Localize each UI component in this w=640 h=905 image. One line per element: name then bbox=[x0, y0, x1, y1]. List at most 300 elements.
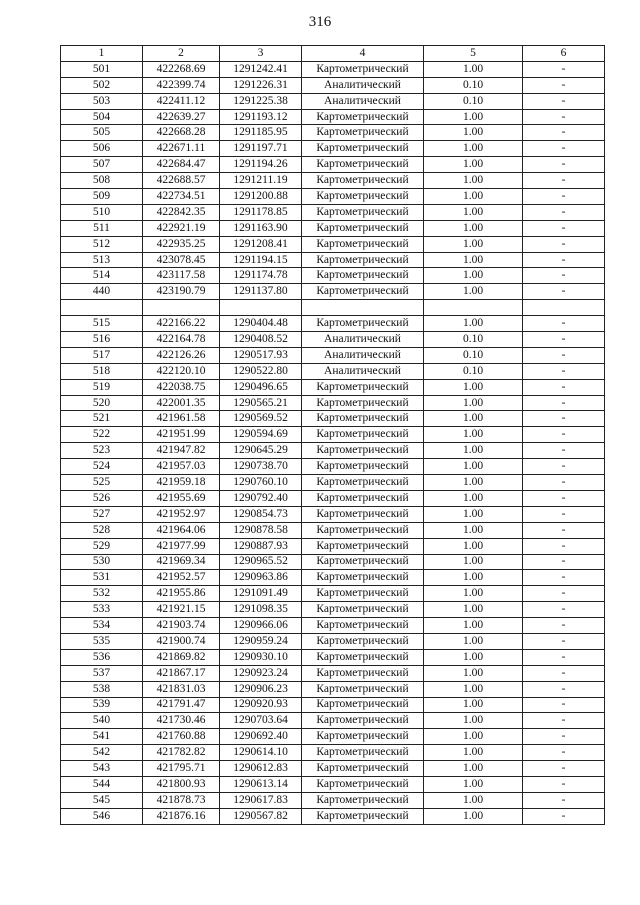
y-coordinate-cell: 1290792.40 bbox=[220, 490, 302, 506]
y-coordinate-cell: 1291200.88 bbox=[220, 189, 302, 205]
method-cell: Аналитический bbox=[302, 332, 424, 348]
note-cell: - bbox=[523, 602, 605, 618]
method-cell: Картометрический bbox=[302, 776, 424, 792]
table-row bbox=[61, 538, 605, 554]
y-coordinate-cell: 1291163.90 bbox=[220, 220, 302, 236]
table-row bbox=[61, 93, 605, 109]
x-coordinate-cell: 421831.03 bbox=[143, 681, 220, 697]
y-coordinate-cell: 1290692.40 bbox=[220, 729, 302, 745]
accuracy-cell: 1.00 bbox=[424, 745, 523, 761]
y-coordinate-cell: 1291193.12 bbox=[220, 109, 302, 125]
note-cell: - bbox=[523, 204, 605, 220]
accuracy-cell: 0.10 bbox=[424, 332, 523, 348]
point-number-cell: 527 bbox=[61, 506, 143, 522]
point-number-cell: 510 bbox=[61, 204, 143, 220]
x-coordinate-cell: 422399.74 bbox=[143, 77, 220, 93]
note-cell: - bbox=[523, 157, 605, 173]
method-cell: Картометрический bbox=[302, 729, 424, 745]
table-row bbox=[61, 729, 605, 745]
page-number: 316 bbox=[308, 14, 332, 30]
note-cell: - bbox=[523, 570, 605, 586]
y-coordinate-cell: 1290878.58 bbox=[220, 522, 302, 538]
y-coordinate-cell: 1290645.29 bbox=[220, 443, 302, 459]
accuracy-cell: 1.00 bbox=[424, 443, 523, 459]
table-row bbox=[61, 602, 605, 618]
method-cell: Картометрический bbox=[302, 506, 424, 522]
x-coordinate-cell: 422126.26 bbox=[143, 347, 220, 363]
x-coordinate-cell: 421947.82 bbox=[143, 443, 220, 459]
x-coordinate-cell: 421730.46 bbox=[143, 713, 220, 729]
table-row bbox=[61, 300, 605, 316]
accuracy-cell: 1.00 bbox=[424, 427, 523, 443]
note-cell: - bbox=[523, 141, 605, 157]
y-coordinate-cell: 1291194.26 bbox=[220, 157, 302, 173]
point-number-cell: 535 bbox=[61, 633, 143, 649]
y-coordinate-cell: 1290617.83 bbox=[220, 792, 302, 808]
accuracy-cell: 1.00 bbox=[424, 490, 523, 506]
accuracy-cell: 1.00 bbox=[424, 681, 523, 697]
table-row bbox=[61, 792, 605, 808]
note-cell: - bbox=[523, 268, 605, 284]
point-number-cell: 517 bbox=[61, 347, 143, 363]
point-number-cell: 538 bbox=[61, 681, 143, 697]
method-cell: Картометрический bbox=[302, 125, 424, 141]
method-cell: Картометрический bbox=[302, 173, 424, 189]
y-coordinate-cell: 1290923.24 bbox=[220, 665, 302, 681]
note-cell: - bbox=[523, 363, 605, 379]
y-coordinate-cell: 1290612.83 bbox=[220, 761, 302, 777]
y-coordinate-cell: 1290906.23 bbox=[220, 681, 302, 697]
table-row bbox=[61, 697, 605, 713]
table-row bbox=[61, 522, 605, 538]
x-coordinate-cell: 422164.78 bbox=[143, 332, 220, 348]
column-header: 6 bbox=[523, 46, 605, 62]
method-cell: Картометрический bbox=[302, 586, 424, 602]
x-coordinate-cell: 421964.06 bbox=[143, 522, 220, 538]
method-cell: Картометрический bbox=[302, 220, 424, 236]
note-cell: - bbox=[523, 697, 605, 713]
accuracy-cell: 1.00 bbox=[424, 157, 523, 173]
method-cell: Картометрический bbox=[302, 681, 424, 697]
table-row bbox=[61, 506, 605, 522]
point-number-cell: 522 bbox=[61, 427, 143, 443]
point-number-cell: 507 bbox=[61, 157, 143, 173]
x-coordinate-cell: 421869.82 bbox=[143, 649, 220, 665]
point-number-cell: 543 bbox=[61, 761, 143, 777]
table-row bbox=[61, 554, 605, 570]
accuracy-cell: 1.00 bbox=[424, 522, 523, 538]
point-number-cell: 516 bbox=[61, 332, 143, 348]
table-row bbox=[61, 395, 605, 411]
accuracy-cell bbox=[424, 300, 523, 316]
table-row bbox=[61, 633, 605, 649]
method-cell: Картометрический bbox=[302, 379, 424, 395]
x-coordinate-cell: 421955.86 bbox=[143, 586, 220, 602]
point-number-cell bbox=[61, 300, 143, 316]
column-header: 1 bbox=[61, 46, 143, 62]
x-coordinate-cell: 421903.74 bbox=[143, 618, 220, 634]
x-coordinate-cell: 421791.47 bbox=[143, 697, 220, 713]
y-coordinate-cell: 1290703.64 bbox=[220, 713, 302, 729]
point-number-cell: 520 bbox=[61, 395, 143, 411]
table-row bbox=[61, 204, 605, 220]
accuracy-cell: 1.00 bbox=[424, 808, 523, 824]
note-cell: - bbox=[523, 490, 605, 506]
accuracy-cell: 1.00 bbox=[424, 395, 523, 411]
method-cell: Картометрический bbox=[302, 554, 424, 570]
point-number-cell: 542 bbox=[61, 745, 143, 761]
y-coordinate-cell: 1290854.73 bbox=[220, 506, 302, 522]
accuracy-cell: 1.00 bbox=[424, 189, 523, 205]
point-number-cell: 526 bbox=[61, 490, 143, 506]
note-cell: - bbox=[523, 808, 605, 824]
x-coordinate-cell: 421957.03 bbox=[143, 459, 220, 475]
point-number-cell: 534 bbox=[61, 618, 143, 634]
point-number-cell: 440 bbox=[61, 284, 143, 300]
table-row bbox=[61, 427, 605, 443]
point-number-cell: 512 bbox=[61, 236, 143, 252]
note-cell: - bbox=[523, 618, 605, 634]
y-coordinate-cell bbox=[220, 300, 302, 316]
y-coordinate-cell: 1290959.24 bbox=[220, 633, 302, 649]
y-coordinate-cell: 1290496.65 bbox=[220, 379, 302, 395]
accuracy-cell: 1.00 bbox=[424, 506, 523, 522]
x-coordinate-cell: 421961.58 bbox=[143, 411, 220, 427]
x-coordinate-cell: 421977.99 bbox=[143, 538, 220, 554]
y-coordinate-cell: 1291098.35 bbox=[220, 602, 302, 618]
table-row bbox=[61, 761, 605, 777]
table-header-row bbox=[61, 46, 605, 62]
x-coordinate-cell: 421795.71 bbox=[143, 761, 220, 777]
table-row bbox=[61, 77, 605, 93]
x-coordinate-cell: 421876.16 bbox=[143, 808, 220, 824]
note-cell: - bbox=[523, 109, 605, 125]
method-cell: Картометрический bbox=[302, 665, 424, 681]
x-coordinate-cell: 421921.15 bbox=[143, 602, 220, 618]
table-row bbox=[61, 268, 605, 284]
accuracy-cell: 1.00 bbox=[424, 252, 523, 268]
note-cell: - bbox=[523, 522, 605, 538]
note-cell: - bbox=[523, 173, 605, 189]
table-row bbox=[61, 379, 605, 395]
x-coordinate-cell: 421800.93 bbox=[143, 776, 220, 792]
accuracy-cell: 0.10 bbox=[424, 347, 523, 363]
point-number-cell: 503 bbox=[61, 93, 143, 109]
x-coordinate-cell: 422411.12 bbox=[143, 93, 220, 109]
point-number-cell: 524 bbox=[61, 459, 143, 475]
y-coordinate-cell: 1291185.95 bbox=[220, 125, 302, 141]
point-number-cell: 501 bbox=[61, 61, 143, 77]
method-cell: Картометрический bbox=[302, 316, 424, 332]
table-row bbox=[61, 443, 605, 459]
method-cell: Картометрический bbox=[302, 602, 424, 618]
table-row bbox=[61, 459, 605, 475]
table-row bbox=[61, 125, 605, 141]
method-cell: Картометрический bbox=[302, 252, 424, 268]
point-number-cell: 519 bbox=[61, 379, 143, 395]
point-number-cell: 529 bbox=[61, 538, 143, 554]
x-coordinate-cell: 421878.73 bbox=[143, 792, 220, 808]
y-coordinate-cell: 1290965.52 bbox=[220, 554, 302, 570]
point-number-cell: 531 bbox=[61, 570, 143, 586]
accuracy-cell: 1.00 bbox=[424, 538, 523, 554]
note-cell: - bbox=[523, 586, 605, 602]
accuracy-cell: 1.00 bbox=[424, 236, 523, 252]
method-cell: Картометрический bbox=[302, 792, 424, 808]
point-number-cell: 540 bbox=[61, 713, 143, 729]
point-number-cell: 523 bbox=[61, 443, 143, 459]
coordinates-table bbox=[60, 45, 605, 825]
x-coordinate-cell: 422668.28 bbox=[143, 125, 220, 141]
point-number-cell: 506 bbox=[61, 141, 143, 157]
accuracy-cell: 1.00 bbox=[424, 649, 523, 665]
table-row bbox=[61, 776, 605, 792]
note-cell: - bbox=[523, 761, 605, 777]
point-number-cell: 532 bbox=[61, 586, 143, 602]
y-coordinate-cell: 1291225.38 bbox=[220, 93, 302, 109]
note-cell: - bbox=[523, 77, 605, 93]
y-coordinate-cell: 1290613.14 bbox=[220, 776, 302, 792]
note-cell: - bbox=[523, 347, 605, 363]
point-number-cell: 502 bbox=[61, 77, 143, 93]
table-row bbox=[61, 347, 605, 363]
x-coordinate-cell: 421955.69 bbox=[143, 490, 220, 506]
note-cell: - bbox=[523, 395, 605, 411]
y-coordinate-cell: 1291242.41 bbox=[220, 61, 302, 77]
x-coordinate-cell: 422166.22 bbox=[143, 316, 220, 332]
accuracy-cell: 1.00 bbox=[424, 792, 523, 808]
point-number-cell: 514 bbox=[61, 268, 143, 284]
point-number-cell: 509 bbox=[61, 189, 143, 205]
column-header: 4 bbox=[302, 46, 424, 62]
table-row bbox=[61, 411, 605, 427]
method-cell: Картометрический bbox=[302, 713, 424, 729]
accuracy-cell: 1.00 bbox=[424, 109, 523, 125]
note-cell: - bbox=[523, 776, 605, 792]
method-cell bbox=[302, 300, 424, 316]
note-cell: - bbox=[523, 506, 605, 522]
y-coordinate-cell: 1290930.10 bbox=[220, 649, 302, 665]
y-coordinate-cell: 1290614.10 bbox=[220, 745, 302, 761]
method-cell: Картометрический bbox=[302, 490, 424, 506]
note-cell bbox=[523, 300, 605, 316]
y-coordinate-cell: 1290565.21 bbox=[220, 395, 302, 411]
point-number-cell: 515 bbox=[61, 316, 143, 332]
note-cell: - bbox=[523, 538, 605, 554]
y-coordinate-cell: 1291174.78 bbox=[220, 268, 302, 284]
note-cell: - bbox=[523, 379, 605, 395]
table-row bbox=[61, 681, 605, 697]
x-coordinate-cell: 422038.75 bbox=[143, 379, 220, 395]
method-cell: Картометрический bbox=[302, 538, 424, 554]
method-cell: Картометрический bbox=[302, 157, 424, 173]
table-row bbox=[61, 570, 605, 586]
y-coordinate-cell: 1291226.31 bbox=[220, 77, 302, 93]
y-coordinate-cell: 1291178.85 bbox=[220, 204, 302, 220]
x-coordinate-cell: 421952.97 bbox=[143, 506, 220, 522]
note-cell: - bbox=[523, 236, 605, 252]
x-coordinate-cell: 422639.27 bbox=[143, 109, 220, 125]
point-number-cell: 536 bbox=[61, 649, 143, 665]
method-cell: Картометрический bbox=[302, 141, 424, 157]
accuracy-cell: 1.00 bbox=[424, 411, 523, 427]
x-coordinate-cell: 422671.11 bbox=[143, 141, 220, 157]
accuracy-cell: 1.00 bbox=[424, 284, 523, 300]
note-cell: - bbox=[523, 665, 605, 681]
point-number-cell: 525 bbox=[61, 475, 143, 491]
accuracy-cell: 1.00 bbox=[424, 761, 523, 777]
table-row bbox=[61, 363, 605, 379]
y-coordinate-cell: 1290408.52 bbox=[220, 332, 302, 348]
note-cell: - bbox=[523, 745, 605, 761]
x-coordinate-cell: 423078.45 bbox=[143, 252, 220, 268]
x-coordinate-cell: 422734.51 bbox=[143, 189, 220, 205]
note-cell: - bbox=[523, 649, 605, 665]
x-coordinate-cell: 421782.82 bbox=[143, 745, 220, 761]
note-cell: - bbox=[523, 427, 605, 443]
note-cell: - bbox=[523, 729, 605, 745]
point-number-cell: 545 bbox=[61, 792, 143, 808]
x-coordinate-cell: 423190.79 bbox=[143, 284, 220, 300]
accuracy-cell: 1.00 bbox=[424, 141, 523, 157]
y-coordinate-cell: 1291194.15 bbox=[220, 252, 302, 268]
x-coordinate-cell: 422688.57 bbox=[143, 173, 220, 189]
x-coordinate-cell: 423117.58 bbox=[143, 268, 220, 284]
y-coordinate-cell: 1290567.82 bbox=[220, 808, 302, 824]
y-coordinate-cell: 1290569.52 bbox=[220, 411, 302, 427]
method-cell: Картометрический bbox=[302, 427, 424, 443]
accuracy-cell: 1.00 bbox=[424, 586, 523, 602]
point-number-cell: 537 bbox=[61, 665, 143, 681]
table-row bbox=[61, 173, 605, 189]
accuracy-cell: 0.10 bbox=[424, 77, 523, 93]
y-coordinate-cell: 1291091.49 bbox=[220, 586, 302, 602]
point-number-cell: 530 bbox=[61, 554, 143, 570]
note-cell: - bbox=[523, 93, 605, 109]
accuracy-cell: 1.00 bbox=[424, 713, 523, 729]
accuracy-cell: 1.00 bbox=[424, 618, 523, 634]
x-coordinate-cell: 421951.99 bbox=[143, 427, 220, 443]
accuracy-cell: 1.00 bbox=[424, 204, 523, 220]
method-cell: Картометрический bbox=[302, 570, 424, 586]
y-coordinate-cell: 1290966.06 bbox=[220, 618, 302, 634]
method-cell: Картометрический bbox=[302, 697, 424, 713]
table-row bbox=[61, 109, 605, 125]
x-coordinate-cell: 421969.34 bbox=[143, 554, 220, 570]
note-cell: - bbox=[523, 792, 605, 808]
accuracy-cell: 1.00 bbox=[424, 220, 523, 236]
note-cell: - bbox=[523, 443, 605, 459]
y-coordinate-cell: 1290594.69 bbox=[220, 427, 302, 443]
x-coordinate-cell: 422684.47 bbox=[143, 157, 220, 173]
method-cell: Картометрический bbox=[302, 189, 424, 205]
accuracy-cell: 0.10 bbox=[424, 93, 523, 109]
method-cell: Аналитический bbox=[302, 77, 424, 93]
accuracy-cell: 1.00 bbox=[424, 379, 523, 395]
method-cell: Картометрический bbox=[302, 109, 424, 125]
note-cell: - bbox=[523, 411, 605, 427]
y-coordinate-cell: 1290920.93 bbox=[220, 697, 302, 713]
note-cell: - bbox=[523, 61, 605, 77]
note-cell: - bbox=[523, 220, 605, 236]
table-row bbox=[61, 236, 605, 252]
y-coordinate-cell: 1290738.70 bbox=[220, 459, 302, 475]
note-cell: - bbox=[523, 316, 605, 332]
method-cell: Аналитический bbox=[302, 347, 424, 363]
method-cell: Картометрический bbox=[302, 649, 424, 665]
note-cell: - bbox=[523, 713, 605, 729]
table-row bbox=[61, 316, 605, 332]
x-coordinate-cell: 422921.19 bbox=[143, 220, 220, 236]
method-cell: Картометрический bbox=[302, 633, 424, 649]
note-cell: - bbox=[523, 284, 605, 300]
method-cell: Картометрический bbox=[302, 459, 424, 475]
note-cell: - bbox=[523, 554, 605, 570]
x-coordinate-cell: 421867.17 bbox=[143, 665, 220, 681]
accuracy-cell: 1.00 bbox=[424, 125, 523, 141]
note-cell: - bbox=[523, 459, 605, 475]
accuracy-cell: 1.00 bbox=[424, 316, 523, 332]
y-coordinate-cell: 1290404.48 bbox=[220, 316, 302, 332]
method-cell: Картометрический bbox=[302, 411, 424, 427]
method-cell: Картометрический bbox=[302, 618, 424, 634]
table-row bbox=[61, 61, 605, 77]
method-cell: Аналитический bbox=[302, 363, 424, 379]
x-coordinate-cell: 422935.25 bbox=[143, 236, 220, 252]
note-cell: - bbox=[523, 189, 605, 205]
accuracy-cell: 1.00 bbox=[424, 776, 523, 792]
table-row bbox=[61, 141, 605, 157]
accuracy-cell: 1.00 bbox=[424, 173, 523, 189]
accuracy-cell: 1.00 bbox=[424, 61, 523, 77]
point-number-cell: 521 bbox=[61, 411, 143, 427]
method-cell: Аналитический bbox=[302, 93, 424, 109]
table-row bbox=[61, 713, 605, 729]
x-coordinate-cell: 421760.88 bbox=[143, 729, 220, 745]
y-coordinate-cell: 1291211.19 bbox=[220, 173, 302, 189]
table-row bbox=[61, 649, 605, 665]
x-coordinate-cell: 422001.35 bbox=[143, 395, 220, 411]
accuracy-cell: 1.00 bbox=[424, 729, 523, 745]
accuracy-cell: 1.00 bbox=[424, 459, 523, 475]
x-coordinate-cell: 421900.74 bbox=[143, 633, 220, 649]
y-coordinate-cell: 1290517.93 bbox=[220, 347, 302, 363]
point-number-cell: 504 bbox=[61, 109, 143, 125]
column-header: 2 bbox=[143, 46, 220, 62]
accuracy-cell: 1.00 bbox=[424, 554, 523, 570]
point-number-cell: 518 bbox=[61, 363, 143, 379]
accuracy-cell: 0.10 bbox=[424, 363, 523, 379]
method-cell: Картометрический bbox=[302, 745, 424, 761]
point-number-cell: 533 bbox=[61, 602, 143, 618]
table-row bbox=[61, 586, 605, 602]
y-coordinate-cell: 1291197.71 bbox=[220, 141, 302, 157]
accuracy-cell: 1.00 bbox=[424, 633, 523, 649]
accuracy-cell: 1.00 bbox=[424, 602, 523, 618]
method-cell: Картометрический bbox=[302, 522, 424, 538]
y-coordinate-cell: 1290760.10 bbox=[220, 475, 302, 491]
method-cell: Картометрический bbox=[302, 808, 424, 824]
note-cell: - bbox=[523, 681, 605, 697]
table-row bbox=[61, 189, 605, 205]
table-row bbox=[61, 665, 605, 681]
note-cell: - bbox=[523, 252, 605, 268]
table-row bbox=[61, 332, 605, 348]
y-coordinate-cell: 1290963.86 bbox=[220, 570, 302, 586]
accuracy-cell: 1.00 bbox=[424, 665, 523, 681]
method-cell: Картометрический bbox=[302, 475, 424, 491]
method-cell: Картометрический bbox=[302, 61, 424, 77]
